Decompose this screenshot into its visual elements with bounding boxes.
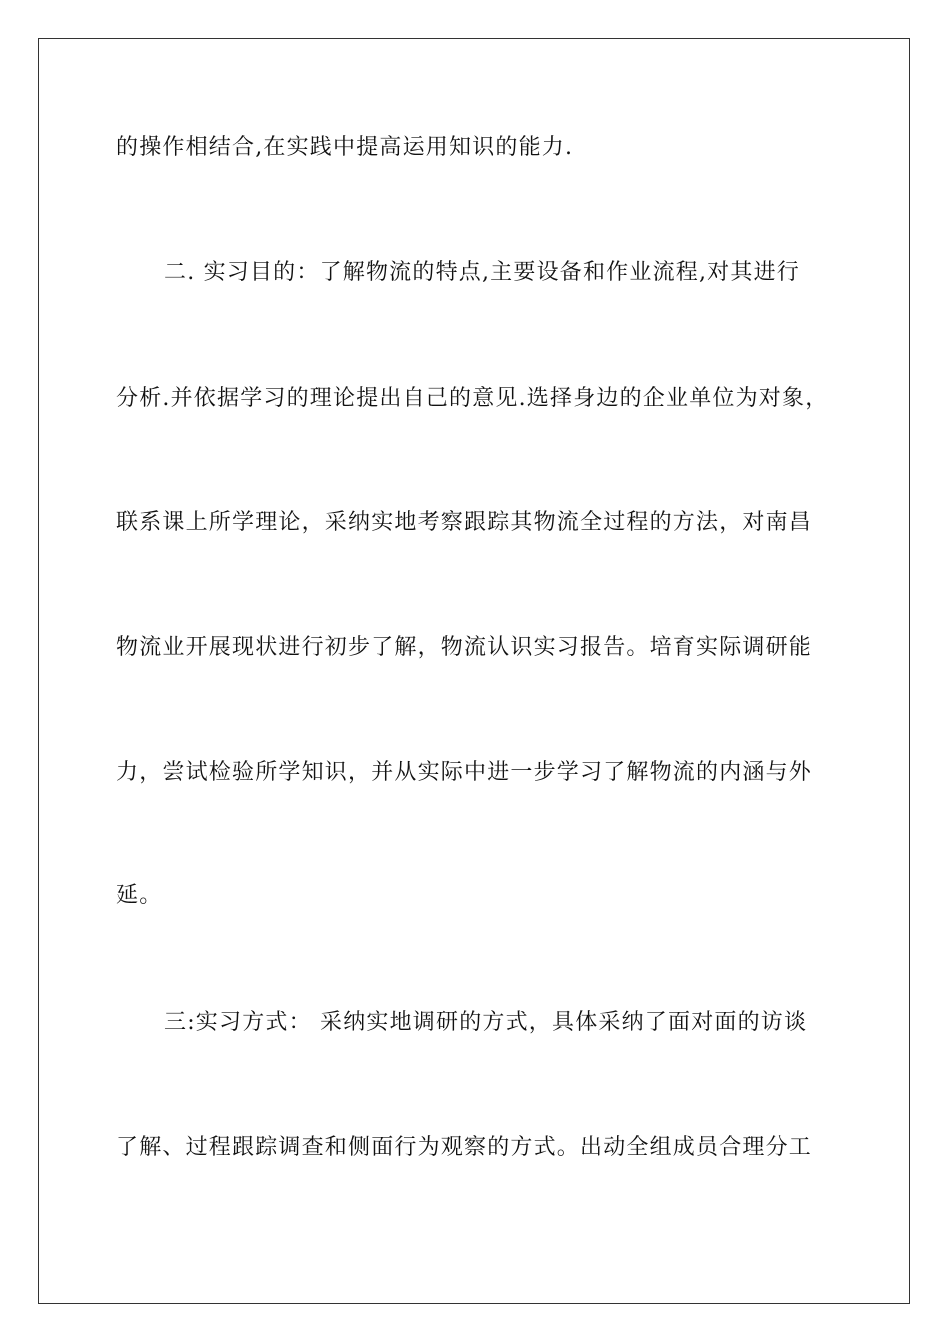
section-three-heading-line: 三:实习方式： 采纳实地调研的方式，具体采纳了面对面的访谈 [164, 1010, 808, 1035]
section-two-heading-line: 二. 实习目的：了解物流的特点,主要设备和作业流程,对其进行 [164, 260, 800, 285]
text-line: 力，尝试检验所学知识，并从实际中进一步学习了解物流的内涵与外 [116, 760, 813, 785]
text-line: 物流业开展现状进行初步了解，物流认识实习报告。培育实际调研能 [116, 635, 813, 660]
page-border [38, 38, 910, 1304]
text-line: 分析.并依据学习的理论提出自己的意见.选择身边的企业单位为对象， [116, 386, 829, 411]
text-line: 的操作相结合,在实践中提高运用知识的能力. [116, 135, 574, 160]
text-line: 联系课上所学理论，采纳实地考察跟踪其物流全过程的方法，对南昌 [116, 510, 813, 535]
text-line: 了解、过程跟踪调查和侧面行为观察的方式。出动全组成员合理分工 [116, 1135, 813, 1160]
text-line: 延。 [116, 883, 163, 908]
